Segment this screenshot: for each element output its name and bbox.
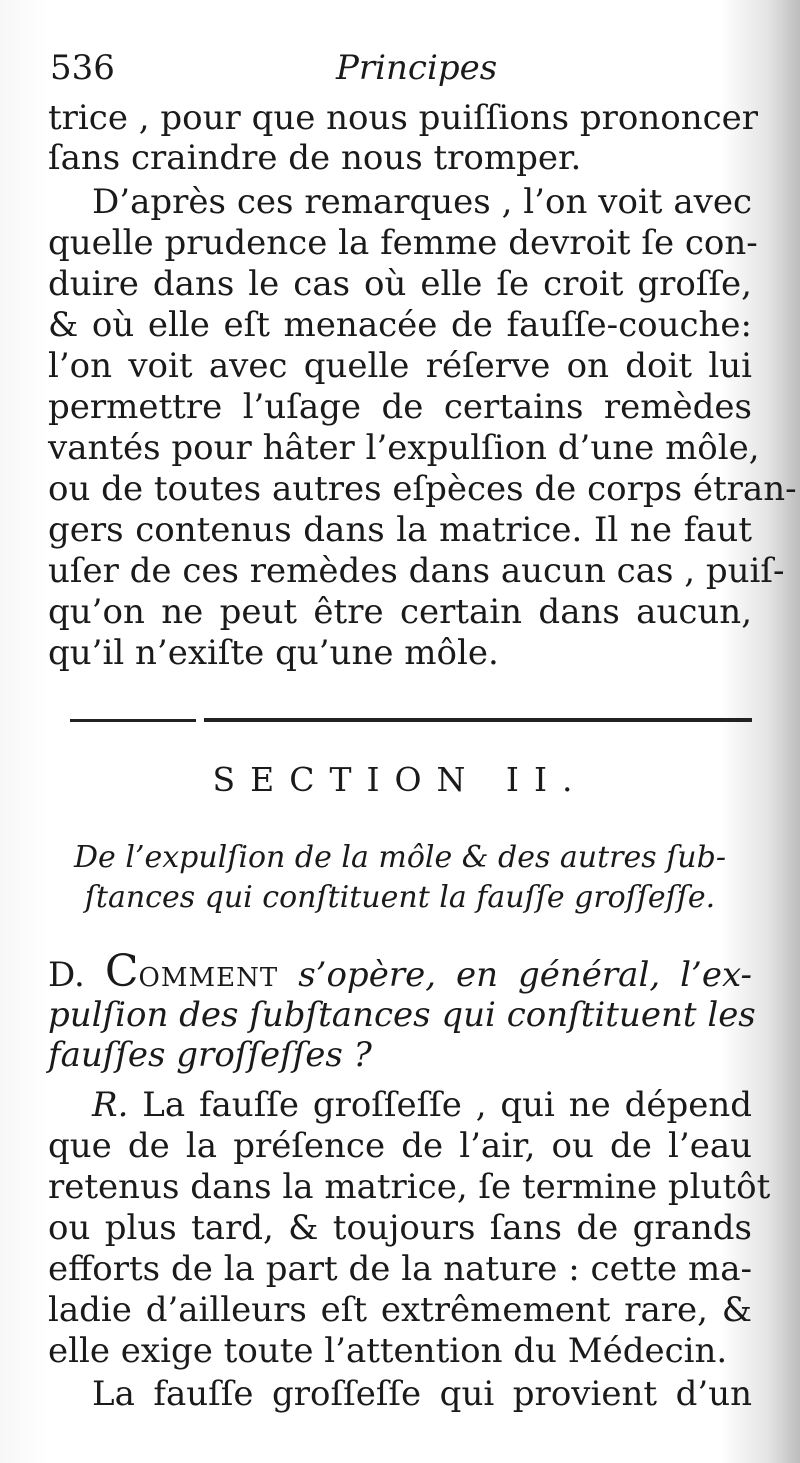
drop-initial: C bbox=[104, 946, 139, 997]
text-line: permettre l’uſage de certains remèdes bbox=[48, 387, 752, 427]
text-line: qu’il n’exiſte qu’une môle. bbox=[48, 633, 499, 673]
text-line: trice , pour que nous puiſſions prononcer bbox=[48, 98, 759, 138]
text-line: D’après ces remarques , l’on voit avec bbox=[92, 182, 752, 222]
section-divider bbox=[70, 716, 752, 724]
question-line bbox=[48, 946, 753, 998]
answer-line: retenus dans la matrice, ſe termine plutôt bbox=[48, 1167, 771, 1207]
text-line: l’on voit avec quelle réſerve on doit lui bbox=[48, 346, 752, 386]
divider-segment bbox=[204, 718, 752, 722]
question-line: fauſſes groſſeſſes ? bbox=[48, 1035, 372, 1075]
answer-line: La fauſſe groſſeſſe qui provient d’un bbox=[92, 1374, 752, 1414]
answer-line: ladie d’ailleurs eſt extrêmement rare, & bbox=[48, 1290, 752, 1330]
text-line: ſans craindre de nous tromper. bbox=[48, 138, 582, 178]
text-line: quelle prudence la femme devroit ſe con- bbox=[48, 223, 758, 263]
answer-text: La fauſſe groſſeſſe , qui ne dépend bbox=[142, 1085, 752, 1125]
question-text: s’opère, en général, l’ex- bbox=[298, 955, 753, 995]
question-line: pulſion des ſubſtances qui conſtituent les bbox=[48, 995, 756, 1035]
section-title-line: De l’expulſion de la môle & des autres ſub- bbox=[74, 840, 726, 875]
small-caps-word: OMMENT bbox=[138, 963, 279, 993]
answer-line: ou plus tard, & toujours ſans de grands bbox=[48, 1208, 752, 1248]
question-label: D. bbox=[48, 955, 85, 995]
text-line: ou de toutes autres eſpèces de corps étran- bbox=[48, 469, 797, 509]
text-line: qu’on ne peut être certain dans aucun, bbox=[48, 592, 752, 632]
text-line: duire dans le cas où elle ſe croit groſſe, bbox=[48, 264, 752, 304]
answer-line: elle exige toute l’attention du Médecin. bbox=[48, 1331, 728, 1371]
answer-label: R. bbox=[92, 1085, 129, 1125]
text-line: & où elle eſt menacée de fauſſe-couche: bbox=[48, 305, 752, 345]
section-title-line: ſtances qui conſtituent la fauſſe groſſeſſe. bbox=[84, 880, 716, 915]
answer-line bbox=[92, 1085, 752, 1125]
section-heading: SECTION II. bbox=[212, 760, 588, 799]
text-line: uſer de ces remèdes dans aucun cas , puiſ- bbox=[48, 551, 785, 591]
text-line: vantés pour hâter l’expulſion d’une môle, bbox=[48, 428, 760, 468]
running-title: Principes bbox=[336, 48, 498, 88]
divider-segment bbox=[70, 719, 196, 722]
text-line: gers contenus dans la matrice. Il ne faut bbox=[48, 510, 752, 550]
answer-line: efforts de la part de la nature : cette ma- bbox=[48, 1249, 752, 1289]
page-number: 536 bbox=[50, 48, 115, 88]
answer-line: que de la préſence de l’air, ou de l’eau bbox=[48, 1126, 752, 1166]
